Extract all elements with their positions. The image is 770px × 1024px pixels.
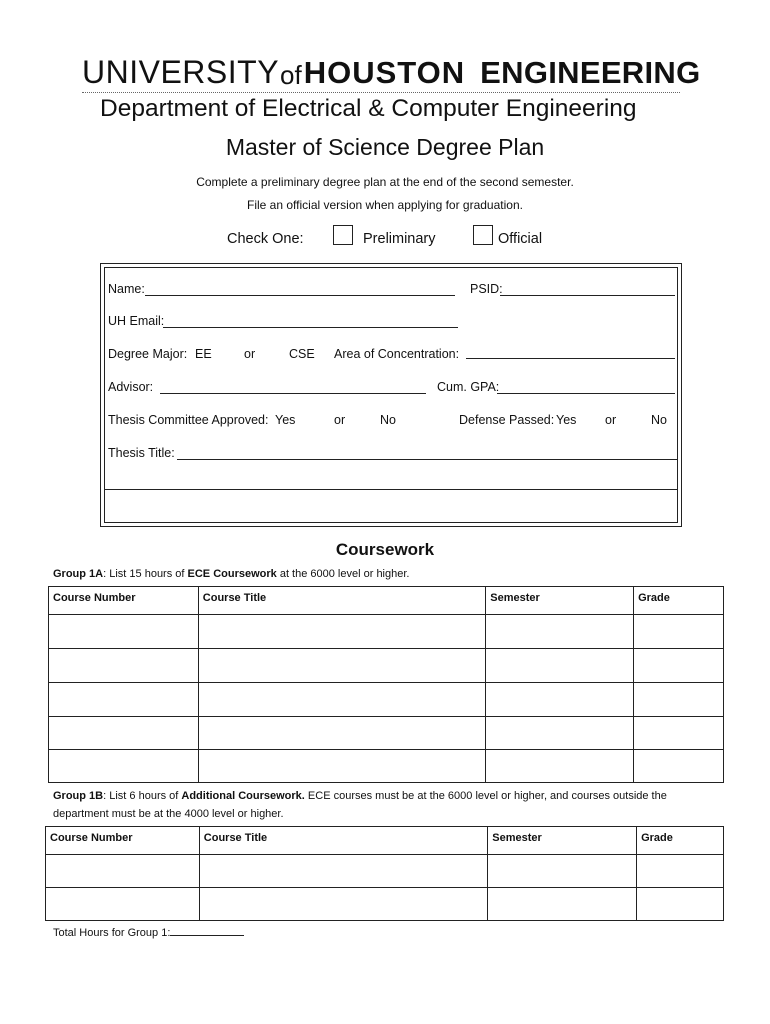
group-1b-bold: Additional Coursework. [181,790,305,802]
table-row [49,649,724,683]
major-or-text: or [244,347,256,361]
group-1a-text-1: : List 15 hours of [103,568,188,580]
grade-cell[interactable] [634,683,724,717]
semester-cell[interactable] [486,683,634,717]
grade-cell[interactable] [634,649,724,683]
course-number-cell[interactable] [49,683,199,717]
preliminary-label: Preliminary [363,231,436,247]
uh-email-label: UH Email: [108,314,165,328]
group-1a-description [53,565,409,583]
committee-yes-option[interactable]: Yes [275,413,296,427]
semester-cell[interactable] [486,717,634,750]
table-row [46,855,724,888]
concentration-label: Area of Concentration: [334,347,460,361]
psid-field[interactable] [500,295,675,296]
thesis-title-field[interactable] [177,459,677,460]
major-ee-option[interactable]: EE [195,347,212,361]
coursework-heading: Coursework [335,540,435,559]
semester-cell[interactable] [486,615,634,649]
grade-cell[interactable] [634,750,724,783]
header-divider [82,92,680,93]
thesis-title-label: Thesis Title: [108,446,175,460]
semester-cell[interactable] [488,888,637,921]
table-row [49,717,724,750]
course-title-header: Course Title [198,587,486,615]
psid-label: PSID: [470,282,503,296]
grade-cell[interactable] [637,888,724,921]
defense-passed-label: Defense Passed: [459,413,555,427]
check-one-label: Check One: [227,231,304,247]
instruction-line-1: Complete a preliminary degree plan at the end of the second semester. [196,175,574,189]
thesis-committee-label: Thesis Committee Approved: [108,413,269,427]
advisor-label: Advisor: [108,380,154,394]
defense-or-text: or [605,413,617,427]
course-title-cell[interactable] [198,649,486,683]
table-row [49,615,724,649]
total-hours-group-1 [53,925,244,939]
group-1a-table [48,586,724,783]
semester-cell[interactable] [486,750,634,783]
group-1b-description [53,787,667,805]
page-title: Master of Science Degree Plan [225,134,545,160]
table-row [49,683,724,717]
semester-cell[interactable] [488,855,637,888]
uh-email-field[interactable] [163,327,458,328]
grade-cell[interactable] [637,855,724,888]
table-row [49,750,724,783]
course-number-header: Course Number [49,587,199,615]
gpa-label: Cum. GPA: [437,380,500,394]
group-1b-description-line-2: department must be at the 4000 level or higher. [53,808,284,820]
student-info-inner-border [104,267,678,523]
course-title-cell[interactable] [199,888,488,921]
course-title-cell[interactable] [198,717,486,750]
name-label: Name: [108,282,145,296]
semester-header: Semester [486,587,634,615]
logo-engineering-text: ENGINEERING [480,55,701,90]
group-1b-label: Group 1B [53,790,104,802]
course-title-header: Course Title [199,827,488,855]
official-label: Official [498,231,543,247]
course-number-cell[interactable] [49,615,199,649]
major-cse-option[interactable]: CSE [289,347,315,361]
department-name: Department of Electrical & Computer Engineering [100,95,637,122]
course-title-cell[interactable] [198,750,486,783]
name-field[interactable] [145,295,455,296]
group-1b-text-1: : List 6 hours of [103,790,182,802]
logo-of-text: of [280,60,302,90]
degree-major-label: Degree Major: [108,347,188,361]
group-1b-text-2: ECE courses must be at the 6000 level or higher, and courses outside the [304,790,667,802]
total-hours-field[interactable] [170,925,244,936]
committee-no-option[interactable]: No [380,413,396,427]
course-number-header: Course Number [46,827,200,855]
table-header-row [46,827,724,855]
committee-or-text: or [334,413,346,427]
preliminary-checkbox[interactable] [333,225,353,245]
course-number-cell[interactable] [49,649,199,683]
group-1b-table [45,826,724,921]
logo-houston-text: HOUSTON [303,55,466,90]
grade-header: Grade [634,587,724,615]
total-hours-label: Total Hours for Group 1: [53,927,171,939]
course-title-cell[interactable] [198,683,486,717]
semester-cell[interactable] [486,649,634,683]
course-number-cell[interactable] [49,750,199,783]
defense-no-option[interactable]: No [651,413,667,427]
concentration-field[interactable] [466,358,675,359]
advisor-field[interactable] [160,393,426,394]
instruction-line-2: File an official version when applying for graduation. [247,198,523,212]
course-title-cell[interactable] [199,855,488,888]
official-checkbox[interactable] [473,225,493,245]
group-1a-label: Group 1A [53,568,104,580]
course-number-cell[interactable] [46,888,200,921]
course-number-cell[interactable] [49,717,199,750]
thesis-title-field-line-2[interactable] [104,489,678,490]
university-logo [82,48,701,90]
group-1a-bold: ECE Coursework [187,568,277,580]
grade-header: Grade [637,827,724,855]
semester-header: Semester [488,827,637,855]
course-number-cell[interactable] [46,855,200,888]
grade-cell[interactable] [634,717,724,750]
grade-cell[interactable] [634,615,724,649]
logo-university-text: UNIVERSITY [82,54,280,90]
gpa-field[interactable] [497,393,675,394]
course-title-cell[interactable] [198,615,486,649]
defense-yes-option[interactable]: Yes [556,413,577,427]
table-row [46,888,724,921]
table-header-row [49,587,724,615]
group-1a-text-2: at the 6000 level or higher. [276,568,410,580]
